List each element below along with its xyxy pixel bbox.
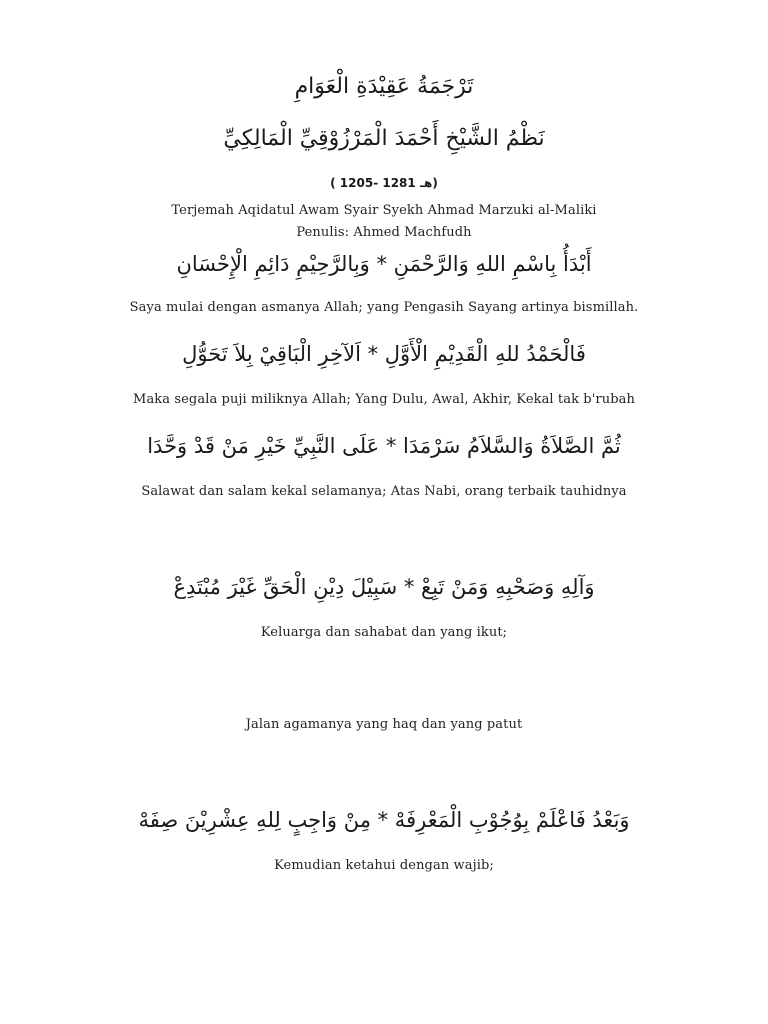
verse-5-translation: Kemudian ketahui dengan wajib; [274,858,494,873]
verse-2-translation: Maka segala puji miliknya Allah; Yang Dulu, Awal, Akhir, Kekal tak b'rubah [133,392,635,407]
document-subtitle: Terjemah Aqidatul Awam Syair Syekh Ahmad Marzuki al-Maliki [171,203,597,218]
verse-3-translation: Salawat dan salam kekal selamanya; Atas Nabi, orang terbaik tauhidnya [141,484,627,499]
years-label: ( 1205- 1281 هـ) [330,176,438,190]
verse-2-arabic: فَالْحَمْدُ للهِ الْقَدِيْمِ الْأَوَّلِ * اَلآخِرِ الْبَاقِيْ بِلاَ تَحَوُّلِ [182,342,586,366]
author-line: Penulis: Ahmed Machfudh [296,225,472,240]
title-arabic-line-1: تَرْجَمَةُ عَقِيْدَةِ الْعَوَامِ [294,74,474,99]
verse-3-arabic: ثُمَّ الصَّلاَةُ وَالسَّلاَمُ سَرْمَدَا * عَلَى النَّبِيِّ خَيْرِ مَنْ قَدْ وَحَّدَا [147,434,621,458]
verse-4-translation-2: Jalan agamanya yang haq dan yang patut [245,717,523,732]
verse-1-arabic: أَبْدَأُ بِاسْمِ اللهِ وَالرَّحْمَنِ * وَبِالرَّحِيْمِ دَائِمِ الْإِحْسَانِ [176,252,592,276]
verse-4-arabic: وَآلِهِ وَصَحْبِهِ وَمَنْ تَبِعْ * سَبِيْلَ دِيْنِ الْحَقِّ غَيْرَ مُبْتَدِعْ [173,575,595,599]
verse-5-arabic: وَبَعْدُ فَاعْلَمْ بِوُجُوْبِ الْمَعْرِفَهْ * مِنْ وَاجِبٍ لِلهِ عِشْرِيْنَ صِفَهْ [138,808,630,832]
title-arabic-line-2: نَظْمُ الشَّيْخِ أَحْمَدَ الْمَرْزُوْقِيِّ الْمَالِكِيِّ [223,126,545,151]
verse-4-translation: Keluarga dan sahabat dan yang ikut; [260,625,508,640]
verse-1-translation: Saya mulai dengan asmanya Allah; yang Pengasih Sayang artinya bismillah. [129,300,639,315]
